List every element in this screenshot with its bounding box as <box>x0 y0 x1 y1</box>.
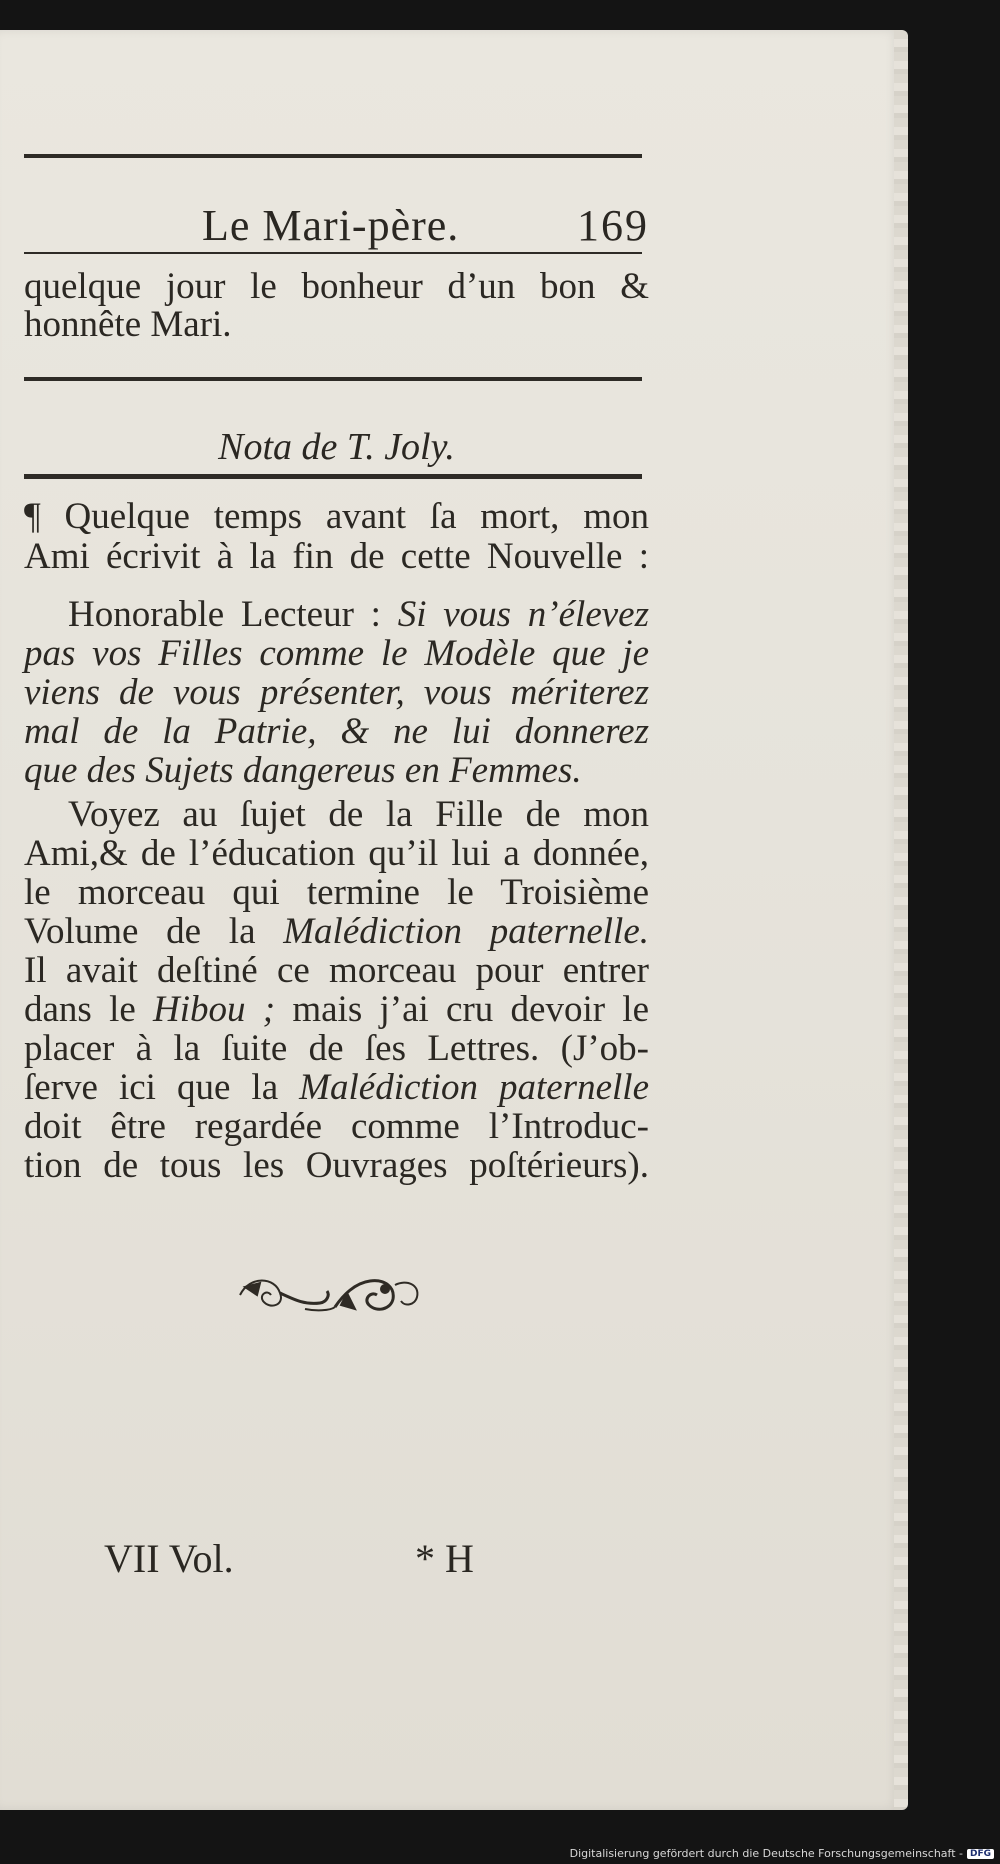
text-line: doit être regardée comme l’Introduc- <box>24 1106 649 1147</box>
running-title: Le Mari-père. <box>202 201 460 250</box>
fleuron-ornament-icon <box>235 1265 425 1321</box>
section-rule <box>24 474 642 479</box>
text-line <box>24 596 649 634</box>
text-line: mal de la Patrie, & ne lui donnerez <box>24 711 649 752</box>
text-run: ſerve ici que la <box>24 1067 300 1108</box>
gathering-signature: * H <box>415 1536 474 1581</box>
text-run: mais j’ai cru devoir le <box>275 989 650 1030</box>
text-run: dans le <box>24 989 154 1030</box>
header-rule <box>24 252 642 254</box>
text-line: quelque jour le bonheur d’un bon & <box>24 266 649 307</box>
italic-title: Malédiction paternelle <box>299 1067 649 1108</box>
credit-text: Digitalisierung gefördert durch die Deutsche Forschungsgemeinschaft - <box>569 1847 963 1860</box>
text-line: tion de tous les Ouvrages poſtérieurs). <box>24 1145 649 1186</box>
text-line: ¶ Quelque temps avant ſa mort, mon <box>24 496 649 537</box>
italic-text: Si vous n’élevez <box>397 594 649 635</box>
text-line <box>24 1069 649 1107</box>
text-line: Ami,& de l’éducation qu’il lui a donnée, <box>24 833 649 874</box>
nota-heading: Nota de T. Joly. <box>218 426 455 468</box>
book-page <box>0 30 900 1810</box>
italic-title: Hibou ; <box>153 989 276 1030</box>
italic-title: Malédiction paternelle. <box>283 911 649 952</box>
section-rule <box>24 377 642 381</box>
text-run: Volume de la <box>24 911 284 952</box>
text-line <box>24 991 649 1029</box>
text-line: Ami écrivit à la fin de cette Nouvelle : <box>24 536 649 577</box>
digitization-credit <box>570 1847 994 1860</box>
text-line: pas vos Filles comme le Modèle que je <box>24 633 649 674</box>
text-line: viens de vous présenter, vous mériterez <box>24 672 649 713</box>
text-line: que des Sujets dangereus en Femmes. <box>24 750 582 791</box>
text-line: Voyez au ſujet de la Fille de mon <box>68 794 649 835</box>
text-line: le morceau qui termine le Troisième <box>24 872 649 913</box>
text-line: placer à la ſuite de ſes Lettres. (J’ob- <box>24 1028 649 1069</box>
page-number: 169 <box>577 201 649 250</box>
lead-text: Honorable Lecteur : <box>68 594 398 635</box>
text-line: honnête Mari. <box>24 304 232 345</box>
volume-signature: VII Vol. <box>104 1536 234 1581</box>
top-rule <box>24 154 642 158</box>
text-line: Il avait deſtiné ce morceau pour entrer <box>24 950 649 991</box>
text-line <box>24 913 649 951</box>
dfg-logo: DFG <box>967 1849 994 1859</box>
